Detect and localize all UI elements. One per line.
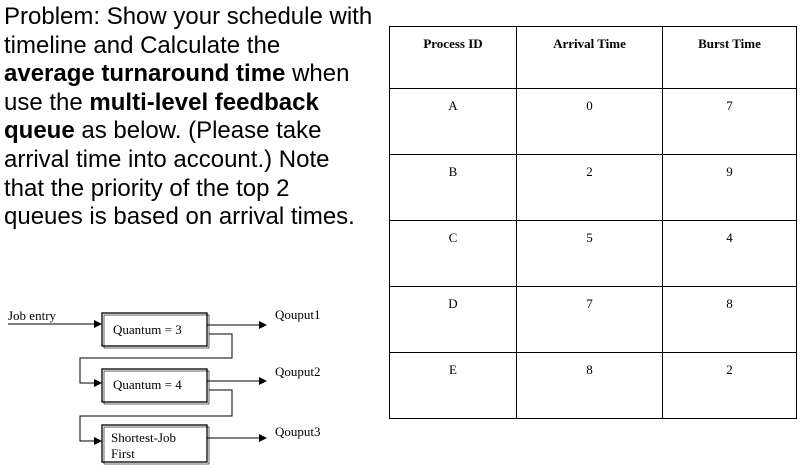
mlfq-diagram — [0, 300, 380, 476]
queue-1-label: Quantum = 3 — [113, 322, 182, 337]
table-header-row — [390, 27, 797, 89]
queue-1-output: Qouput1 — [275, 307, 321, 322]
problem-statement — [4, 3, 374, 232]
arrival-time-cell: 2 — [517, 155, 663, 221]
problem-text-3: as below. (Please take arrival time into account.) Note that the priority of the top 2 queues is based on arrival times. — [4, 117, 355, 231]
header-process-id: Process ID — [390, 27, 517, 89]
process-id-cell: B — [390, 155, 517, 221]
burst-time-cell: 4 — [663, 221, 797, 287]
arrival-time-cell: 7 — [517, 287, 663, 353]
burst-time-cell: 9 — [663, 155, 797, 221]
queue-3-label-line2: First — [111, 446, 135, 461]
process-id-cell: C — [390, 221, 517, 287]
queue-2-output: Qouput2 — [275, 364, 321, 379]
table-row — [390, 221, 797, 287]
table-row — [390, 89, 797, 155]
queue-3-output: Qouput3 — [275, 424, 321, 439]
burst-time-cell: 2 — [663, 353, 797, 419]
burst-time-cell: 7 — [663, 89, 797, 155]
process-id-cell: D — [390, 287, 517, 353]
arrival-time-cell: 5 — [517, 221, 663, 287]
arrival-time-cell: 0 — [517, 89, 663, 155]
problem-bold-1: average turnaround time — [4, 60, 286, 88]
problem-bold-2: multi-level feedback queue — [4, 88, 319, 145]
problem-text-1: Problem: Show your schedule with timeline and Calculate the — [4, 3, 373, 59]
table-row — [390, 155, 797, 221]
process-id-cell: A — [390, 89, 517, 155]
job-entry-label: Job entry — [8, 308, 57, 323]
burst-time-cell: 8 — [663, 287, 797, 353]
arrival-time-cell: 8 — [517, 353, 663, 419]
problem-text-2: when use the — [4, 60, 350, 116]
table-row — [390, 287, 797, 353]
process-id-cell: E — [390, 353, 517, 419]
queue-3-label-line1: Shortest-Job — [111, 430, 176, 445]
process-table — [389, 26, 797, 419]
queue-2-label: Quantum = 4 — [113, 377, 182, 392]
header-burst-time: Burst Time — [663, 27, 797, 89]
table-row — [390, 353, 797, 419]
header-arrival-time: Arrival Time — [517, 27, 663, 89]
